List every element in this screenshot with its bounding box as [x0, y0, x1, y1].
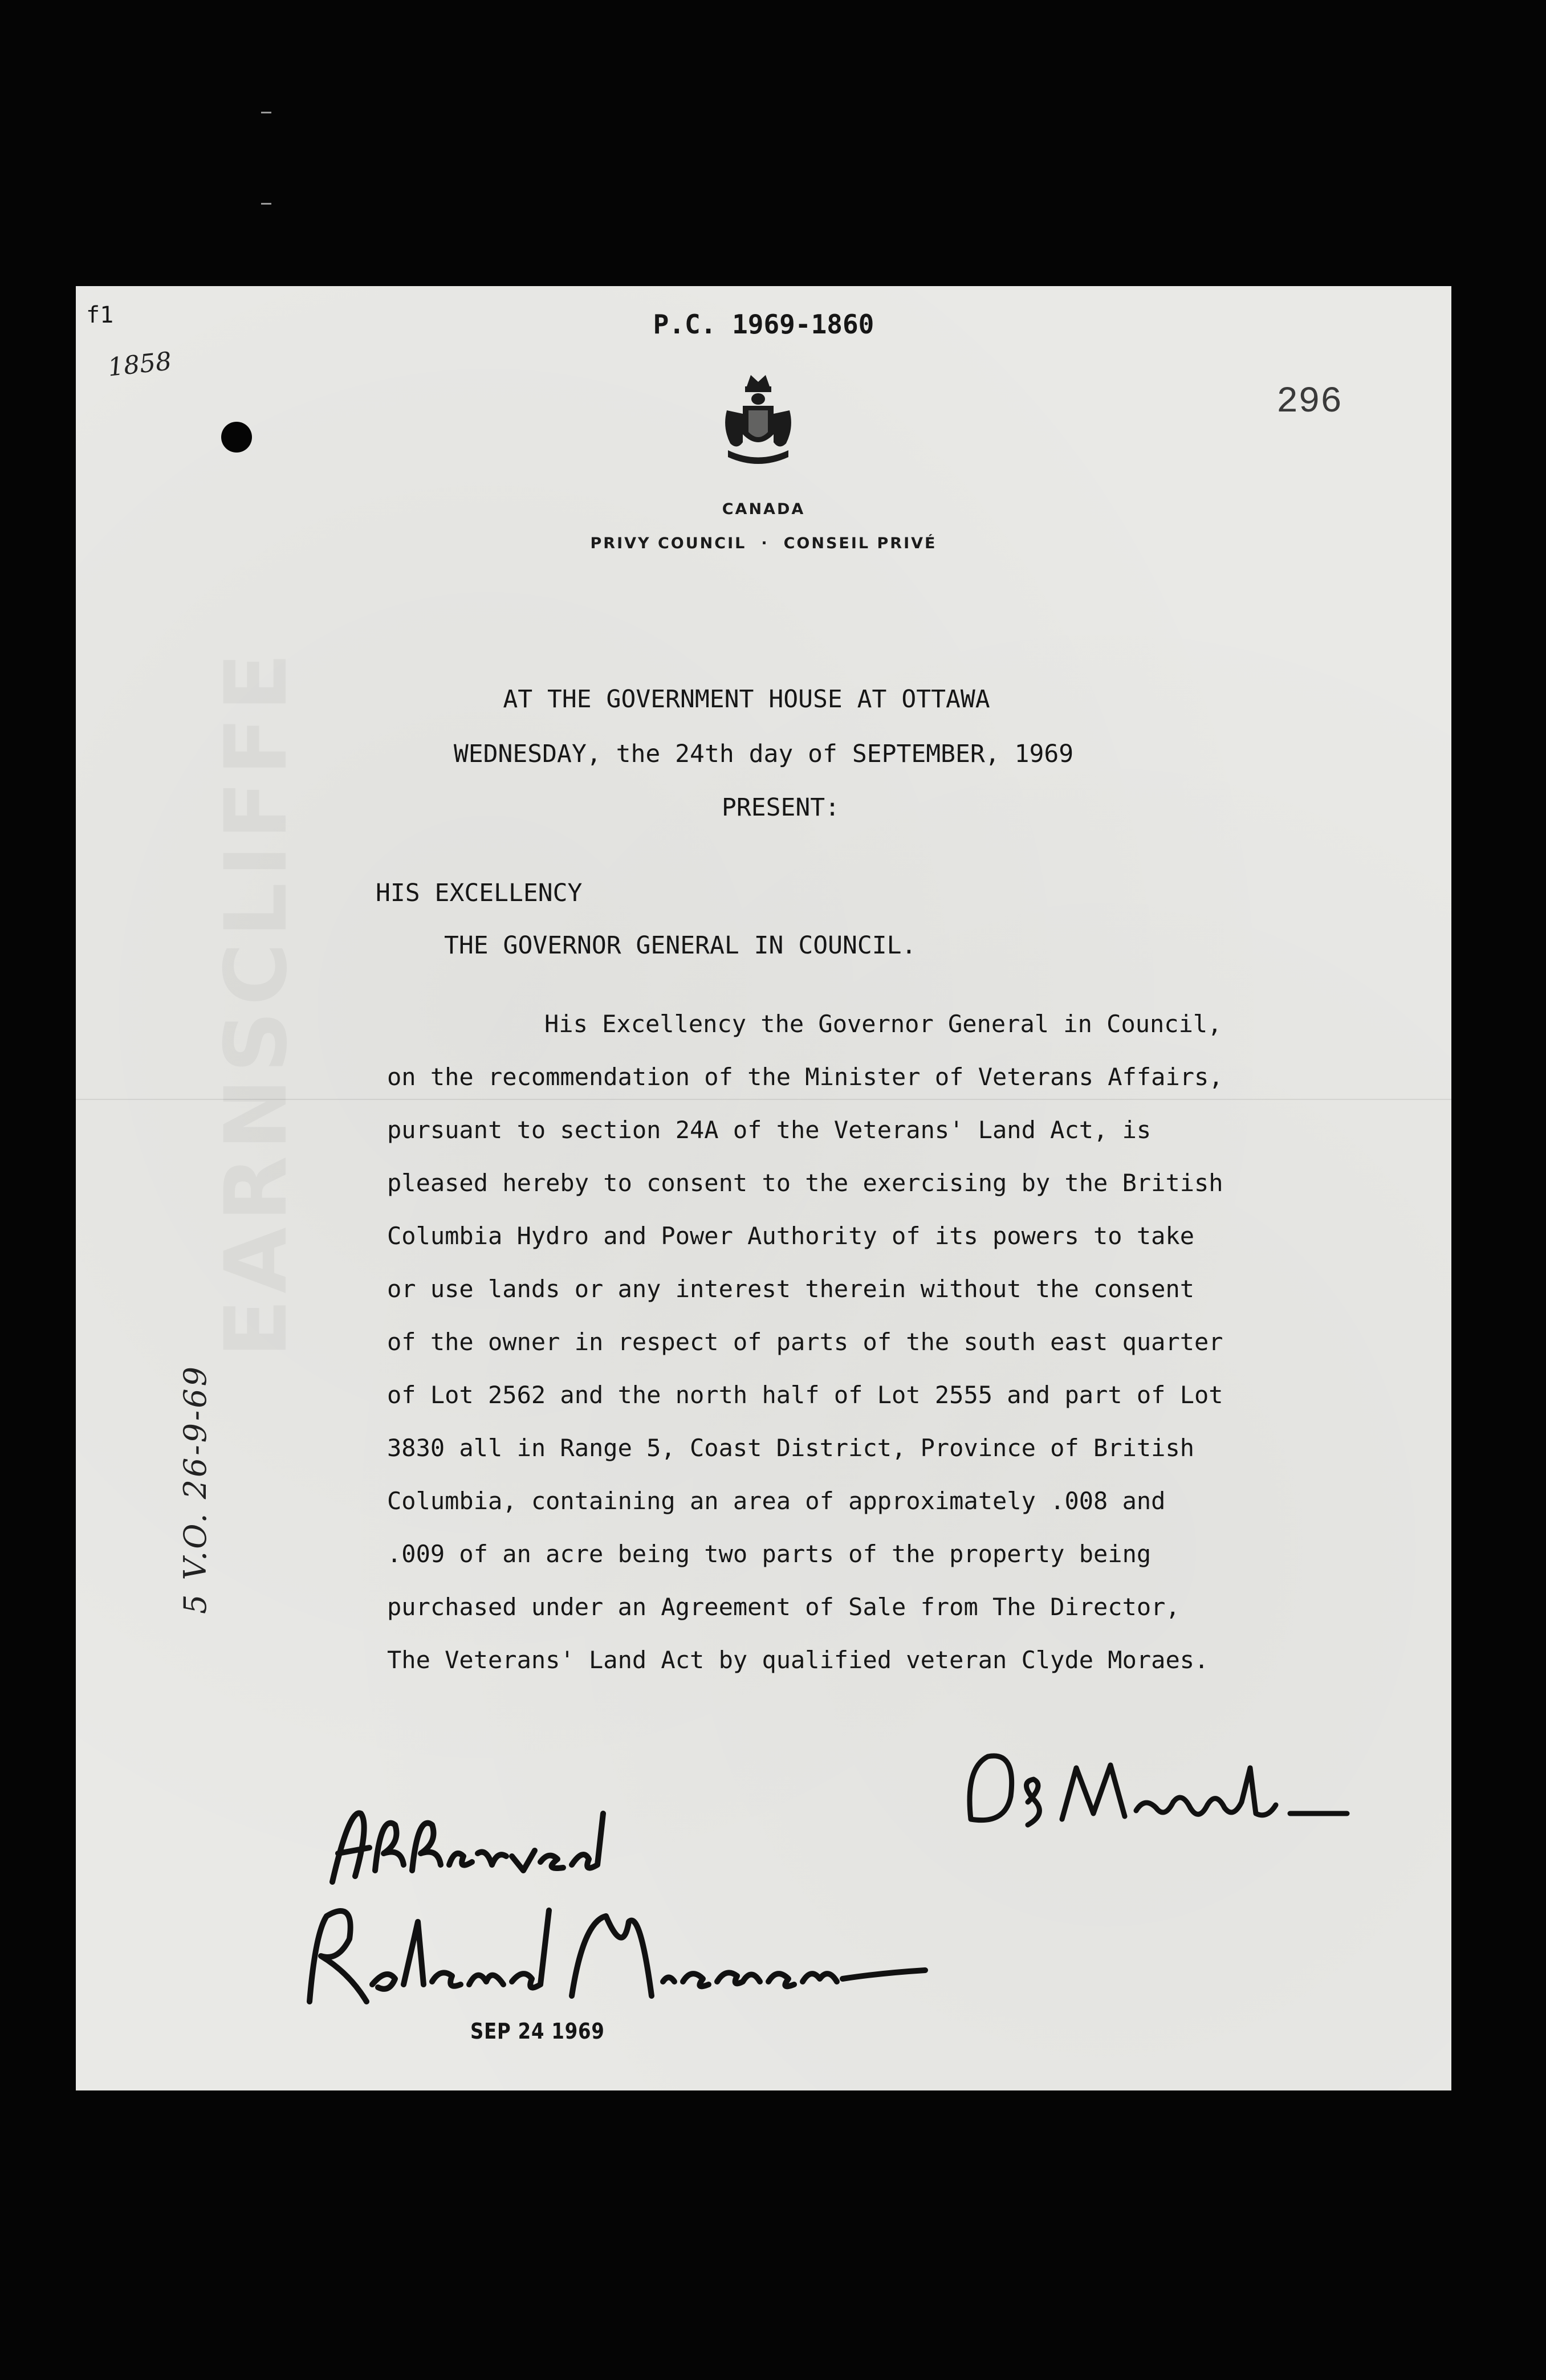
present-label: PRESENT: [721, 793, 840, 822]
punch-hole [221, 422, 252, 453]
watermark-text [207, 1061, 306, 1358]
body-line: of Lot 2562 and the north half of Lot 2555 and part of Lot [387, 1381, 1223, 1409]
body-line: Columbia Hydro and Power Authority of its powers to take [387, 1222, 1195, 1250]
addressee-line-1: HIS EXCELLENCY [376, 879, 583, 907]
body-line: pleased hereby to consent to the exercising by the British [387, 1169, 1223, 1197]
governor-general-signature [287, 1888, 942, 2024]
clerk-signature [948, 1734, 1415, 1848]
handwritten-file-number: 1858 [106, 347, 173, 382]
letterhead-council [76, 535, 1451, 552]
meeting-location: AT THE GOVERNMENT HOUSE AT OTTAWA [503, 685, 990, 714]
body-line: Columbia, containing an area of approximately .008 and [387, 1487, 1166, 1515]
order-body [387, 997, 1223, 1686]
body-line: pursuant to section 24A of the Veterans' Land Act, is [387, 1116, 1152, 1144]
handwritten-side-note: 5 V.O. 26-9-69 [177, 1364, 213, 1614]
body-line: on the recommendation of the Minister of Veterans Affairs, [387, 1063, 1223, 1091]
council-name-english: PRIVY COUNCIL [590, 535, 747, 552]
body-line: purchased under an Agreement of Sale from The Director, [387, 1593, 1180, 1621]
body-line: The Veterans' Land Act by qualified veteran Clyde Moraes. [387, 1646, 1209, 1674]
scan-tick-mark [261, 112, 271, 113]
document-page [76, 286, 1451, 2090]
page-stamp-number: 296 [1276, 382, 1342, 423]
body-line: 3830 all in Range 5, Coast District, Province of British [387, 1434, 1195, 1462]
coat-of-arms-icon [715, 370, 801, 470]
body-line: .009 of an acre being two parts of the property being [387, 1540, 1152, 1568]
body-line: His Excellency the Governor General in Council, [544, 1010, 1222, 1038]
council-name-separator: · [761, 535, 769, 552]
body-line: or use lands or any interest therein without the consent [387, 1275, 1195, 1303]
scan-tick-mark [261, 203, 271, 205]
council-name-french: CONSEIL PRIVÉ [783, 535, 937, 552]
addressee-line-2: THE GOVERNOR GENERAL IN COUNCIL. [444, 931, 917, 960]
meeting-date: WEDNESDAY, the 24th day of SEPTEMBER, 1969 [453, 740, 1074, 768]
order-in-council-number: P.C. 1969-1860 [653, 309, 874, 340]
approval-date-stamp: SEP 24 1969 [470, 2019, 605, 2044]
corner-code: f1 [86, 302, 114, 328]
letterhead-country: CANADA [722, 500, 805, 518]
body-line: of the owner in respect of parts of the south east quarter [387, 1328, 1223, 1356]
